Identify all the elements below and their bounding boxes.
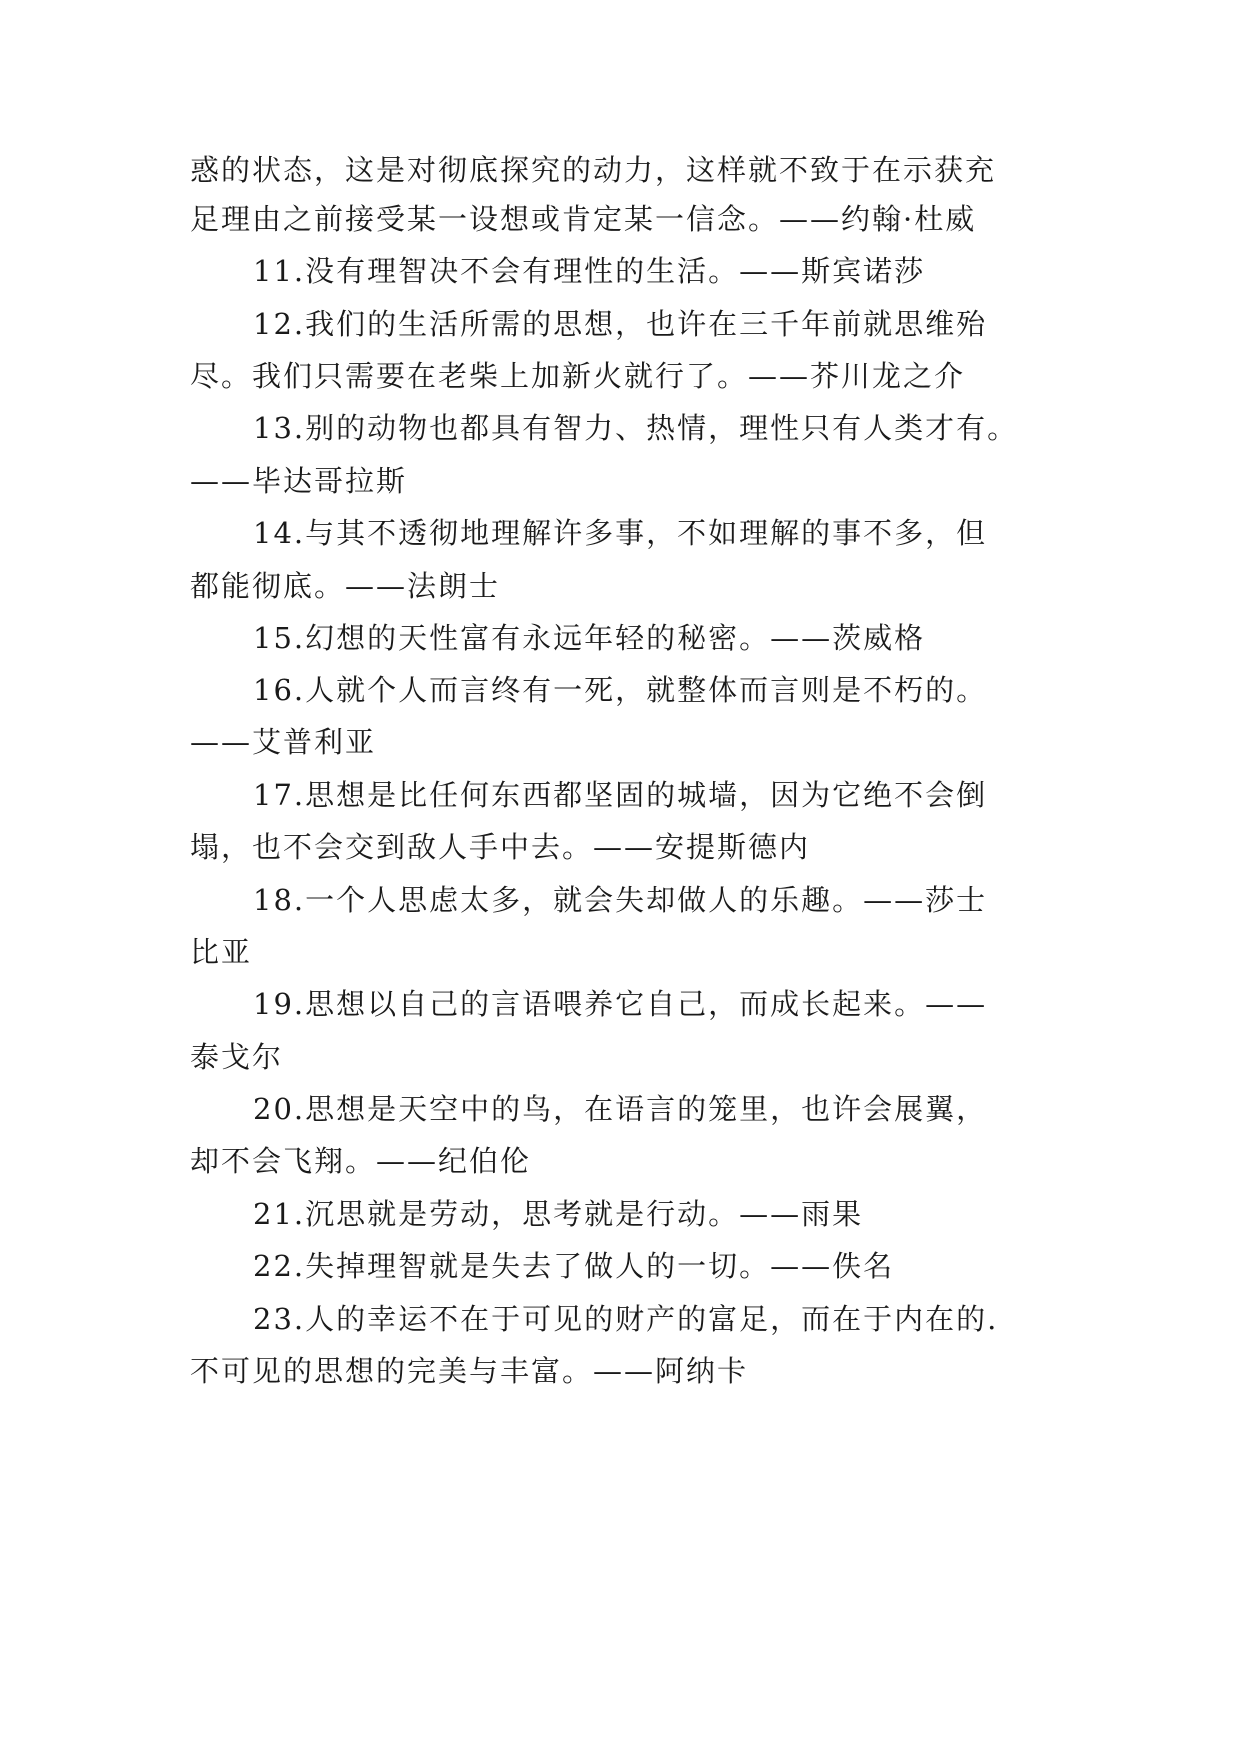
- quote-18: 18.一个人思虑太多，就会失却做人的乐趣。——莎士: [253, 883, 988, 917]
- text-line: 不可见的思想的完美与丰富。——阿纳卡: [190, 1354, 749, 1388]
- quote-17: 17.思想是比任何东西都坚固的城墙，因为它绝不会倒: [253, 778, 988, 812]
- quote-21: 21.沉思就是劳动，思考就是行动。——雨果: [253, 1197, 864, 1231]
- quote-20: 20.思想是天空中的鸟，在语言的笼里，也许会展翼，: [253, 1092, 988, 1126]
- text-line: ——毕达哥拉斯: [190, 464, 408, 498]
- quote-19: 19.思想以自己的言语喂养它自己，而成长起来。——: [253, 987, 988, 1021]
- quote-12: 12.我们的生活所需的思想，也许在三千年前就思维殆: [253, 307, 988, 341]
- quote-11: 11.没有理智决不会有理性的生活。——斯宾诺莎: [253, 254, 926, 288]
- text-line: ——艾普利亚: [190, 725, 377, 759]
- quote-14: 14.与其不透彻地理解许多事，不如理解的事不多，但: [253, 516, 988, 550]
- quote-13: 13.别的动物也都具有智力、热情，理性只有人类才有。: [253, 411, 1019, 445]
- text-line: 塌，也不会交到敌人手中去。——安提斯德内: [190, 830, 811, 864]
- text-line: 足理由之前接受某一设想或肯定某一信念。——约翰·杜威: [190, 202, 977, 236]
- text-line: 比亚: [190, 935, 253, 969]
- text-line: 泰戈尔: [190, 1040, 284, 1074]
- quote-16: 16.人就个人而言终有一死，就整体而言则是不朽的。: [253, 673, 988, 707]
- quote-23: 23.人的幸运不在于可见的财产的富足，而在于内在的.: [253, 1302, 999, 1336]
- text-line: 都能彻底。——法朗士: [190, 569, 501, 603]
- text-line: 却不会飞翔。——纪伯伦: [190, 1144, 532, 1178]
- text-line: 惑的状态，这是对彻底探究的动力，这样就不致于在示获充: [190, 153, 997, 187]
- quote-22: 22.失掉理智就是失去了做人的一切。——佚名: [253, 1249, 895, 1283]
- text-line: 尽。我们只需要在老柴上加新火就行了。——芥川龙之介: [190, 359, 966, 393]
- quote-15: 15.幻想的天性富有永远年轻的秘密。——茨威格: [253, 621, 926, 655]
